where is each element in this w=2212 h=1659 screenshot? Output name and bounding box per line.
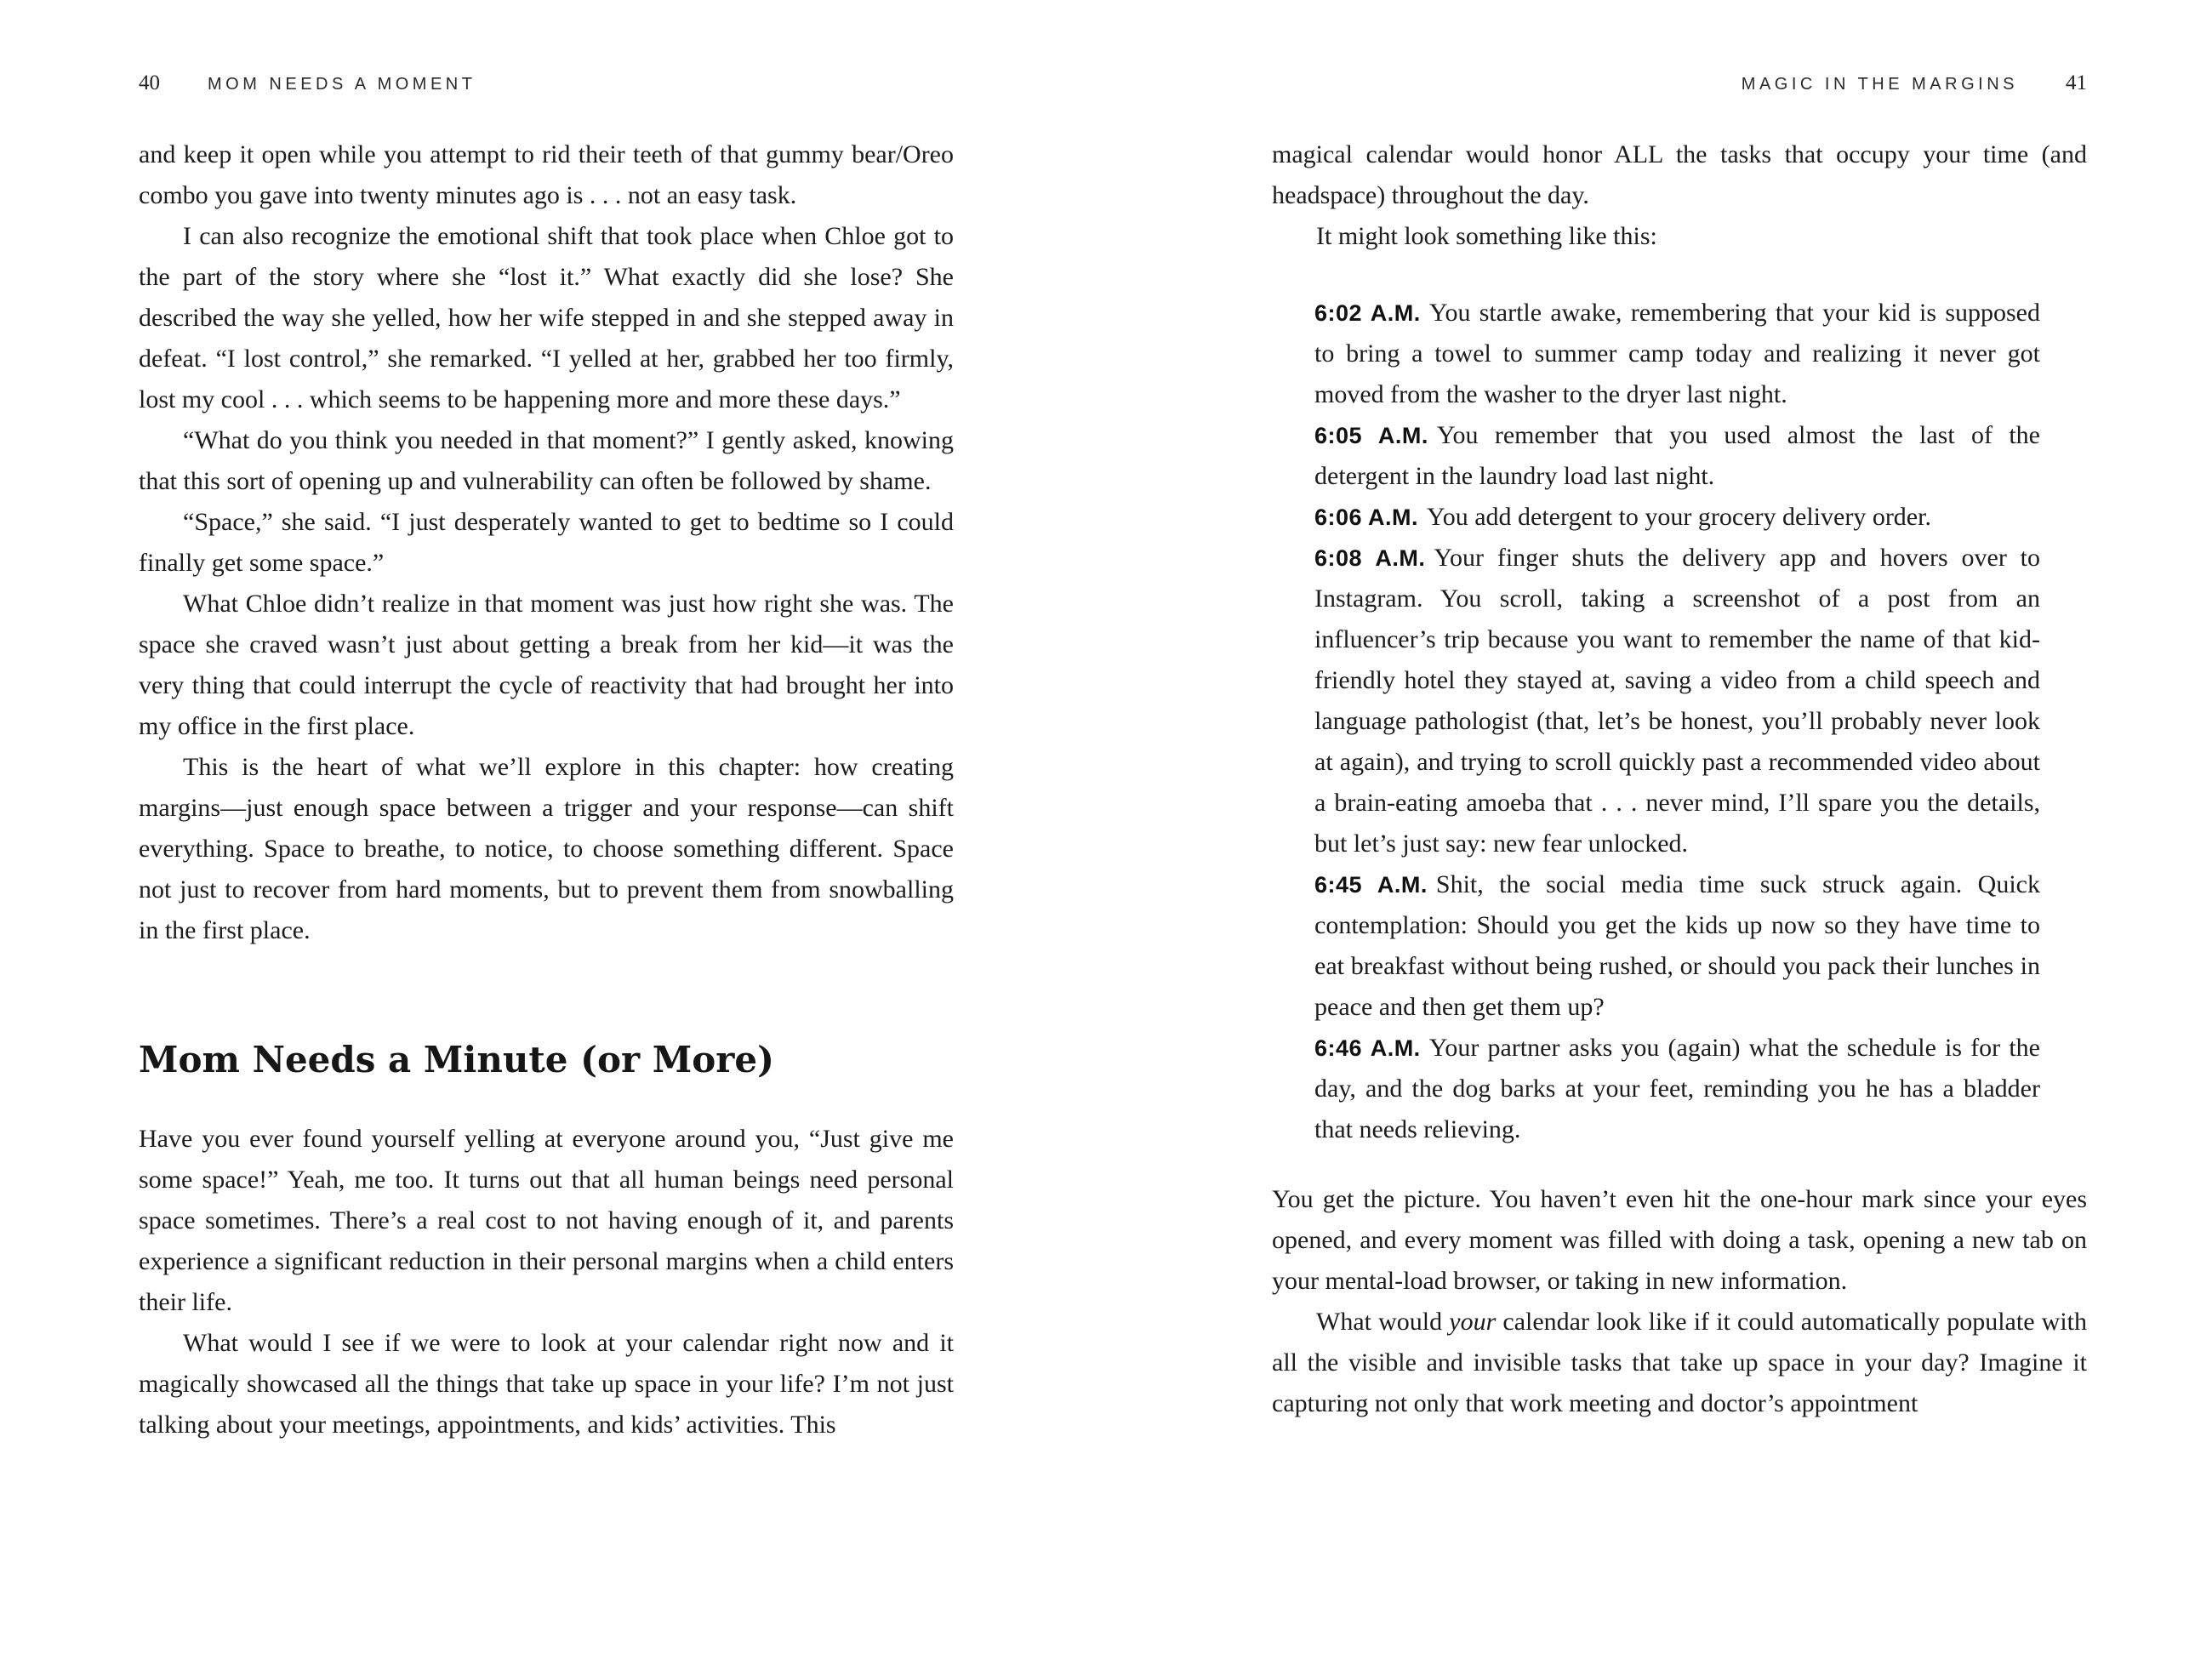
paragraph-fragment: What would <box>1316 1308 1450 1336</box>
time-label: 6:46 A.M. <box>1314 1035 1421 1061</box>
entry-text: Your finger shuts the delivery app and hovers over to Instagram. You scroll, taking a screenshot of a post from an influencer’s trip because you want to remember the name of that kid-friendly hotel they stayed at, saving a video from a child speech and language pathologist (that, let’s be honest, you’ll probably never look at again), and trying to scroll quickly past a recommended video about a brain-eating amoeba that . . . never mind, I’ll spare you the details, but let’s just say: new fear unlocked. <box>1314 544 2040 858</box>
text-column-left <box>139 134 954 1445</box>
text-column-right <box>1272 134 2087 1424</box>
body-paragraph: This is the heart of what we’ll explore in this chapter: how creating margins—just enough space between a trigger and your response—can shift everything. Space to breathe, to notice, to choose something different. Space not just to recover from hard moments, but to prevent them from snowballing in the first place. <box>139 753 954 944</box>
running-head-right <box>1272 71 2087 95</box>
schedule-entry <box>1314 293 2040 415</box>
schedule-entry <box>1314 415 2040 497</box>
schedule-entry <box>1314 1028 2040 1150</box>
body-paragraph: What Chloe didn’t realize in that moment was just how right she was. The space she craved wasn’t just about getting a break from her kid—it was the very thing that could interrupt the cycle of reactivity that had brought her into my office in the first place. <box>139 590 954 740</box>
time-label: 6:08 A.M. <box>1314 545 1426 571</box>
schedule-list <box>1314 293 2040 1150</box>
body-paragraph: What would I see if we were to look at your calendar right now and it magically showcased all the things that take up space in your life? I’m not just talking about your meetings, appointments, and kids’ activities. This <box>139 1328 954 1439</box>
body-paragraph: It might look something like this: <box>1316 222 1657 250</box>
entry-text: Your partner asks you (again) what the schedule is for the day, and the dog barks at your feet, reminding you he has a bladder that needs relieving. <box>1314 1034 2040 1143</box>
time-label: 6:06 A.M. <box>1314 505 1419 530</box>
running-head-left <box>139 71 954 95</box>
schedule-entry <box>1314 864 2040 1028</box>
entry-text: You startle awake, remembering that your kid is supposed to bring a towel to summer camp today and realizing it never got moved from the washer to the dryer last night. <box>1314 299 2040 408</box>
body-paragraph <box>1272 1302 2087 1424</box>
time-label: 6:02 A.M. <box>1314 300 1421 326</box>
section-heading: Mom Needs a Minute (or More) <box>139 1039 774 1080</box>
body-paragraph: “Space,” she said. “I just desperately wanted to get to bedtime so I could finally get some space.” <box>139 508 954 577</box>
time-label: 6:05 A.M. <box>1314 423 1428 448</box>
body-paragraph: magical calendar would honor ALL the tasks that occupy your time (and headspace) throughout the day. <box>1272 140 2087 209</box>
schedule-entry <box>1314 497 2040 538</box>
page-number: 40 <box>139 71 160 94</box>
page-number: 41 <box>2066 71 2087 94</box>
body-paragraph: “What do you think you needed in that moment?” I gently asked, knowing that this sort of opening up and vulnerability can often be followed by shame. <box>139 426 954 495</box>
schedule-entry <box>1314 538 2040 864</box>
italic-word: your <box>1449 1308 1497 1336</box>
page-left <box>139 0 954 1659</box>
running-head-title: MAGIC IN THE MARGINS <box>1741 75 2018 94</box>
entry-text: You remember that you used almost the last of the detergent in the laundry load last night. <box>1314 421 2040 490</box>
body-paragraph: You get the picture. You haven’t even hit the one-hour mark since your eyes opened, and every moment was filled with doing a task, opening a new tab on your mental-load browser, or taking in new information. <box>1272 1185 2087 1295</box>
time-label: 6:45 A.M. <box>1314 872 1428 898</box>
body-paragraph: I can also recognize the emotional shift that took place when Chloe got to the part of the story where she “lost it.” What exactly did she lose? She described the way she yelled, how her wife stepped in and she stepped away in defeat. “I lost control,” she remarked. “I yelled at her, grabbed her too firmly, lost my cool . . . which seems to be happening more and more these days.” <box>139 222 954 413</box>
entry-text: Shit, the social media time suck struck again. Quick contemplation: Should you get the kids up now so they have time to eat breakfast without being rushed, or should you pack their lunches in peace and then get them up? <box>1314 870 2040 1021</box>
body-paragraph: Have you ever found yourself yelling at everyone around you, “Just give me some space!” Yeah, me too. It turns out that all human beings need personal space sometimes. There’s a real cost to not having enough of it, and parents experience a significant reduction in their personal margins when a child enters their life. <box>139 1124 954 1316</box>
entry-text: You add detergent to your grocery delivery order. <box>1427 503 1931 531</box>
paragraph-fragment: calendar look like if it could automatically populate with all the visible and invisible tasks that take up space in your day? Imagine it capturing not only that work meeting and doctor’s appointment <box>1272 1308 2087 1417</box>
page-right <box>1272 0 2087 1659</box>
running-head-title: MOM NEEDS A MOMENT <box>208 75 476 94</box>
body-paragraph: and keep it open while you attempt to rid their teeth of that gummy bear/Oreo combo you gave into twenty minutes ago is . . . not an easy task. <box>139 140 954 209</box>
